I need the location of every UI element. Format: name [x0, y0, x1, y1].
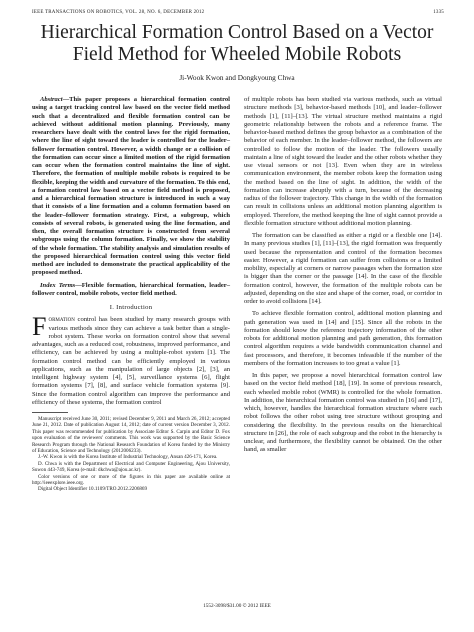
left-column	[32, 96, 230, 493]
footnote-manuscript: Manuscript received June 30, 2011; revised December 9, 2011 and March 26, 2012; accepted June 21, 2012. Date of publication August 14, 2012; date of current version December 3, 2012. This paper was recommended for publication by Associate Editor S. Carpin and Editor D. Fox upon evaluation of the reviewers' comments. This work was supported by the Basic Science Research Program through the National Research Foundation of Korea funded by the Ministry of Education, Science and Technology (2012006233).	[32, 416, 230, 455]
journal-name: IEEE TRANSACTIONS ON ROBOTICS, VOL. 28, NO. 6, DECEMBER 2012	[32, 10, 205, 15]
intro-paragraph	[32, 312, 230, 407]
section-heading-introduction: I. Introduction	[109, 304, 153, 311]
body-paragraph: To achieve flexible formation control, additional motion planning and path generation was used in [14] and [15]. Since all the robots in the formation should know the reference trajectory information of the other robots for additional motion planning and path generation, this formation control algorithm requires a wide bandwidth communication channel and fast processors, and therefore, it becomes infeasible if the number of the members of the formation increases to too great a value [1].	[244, 310, 442, 367]
footnote-author-1: J.-W. Kwon is with the Korea Institute of Industrial Technology, Ansan 426-171, Korea.	[38, 454, 218, 461]
page-number: 1335	[433, 10, 444, 15]
abstract	[32, 96, 230, 278]
body-paragraph: In this paper, we propose a novel hierarchical formation control law based on the vector field method [18], [19]. In some of previous research, each wheeled mobile robot (WMR) is controlled for the whole formation. In addition, the hierarchical formation control was studied in [16] and [17], which, however, handles the hierarchical formation structure where each robot follows the other robot using tree structure without grouping and considering the flexibility. In the previous results on the hierarchical structure in [26], the role of each subgroup and the robot in the hierarchy is unclear, and furthermore, the flexibility cannot be obtained. On the other hand, as smaller	[244, 372, 442, 454]
footnote-doi: Digital Object Identifier 10.1109/TRO.2012.2206869	[38, 486, 148, 493]
footnote-author-2: D. Chwa is with the Department of Electrical and Computer Engineering, Ajou University, Suwon 443-749, Korea (e-mail: dkchwa@ajou.ac.kr).	[32, 460, 230, 474]
intro-smallcaps: ormation	[48, 316, 75, 324]
abstract-lead: Abstract	[40, 96, 63, 103]
copyright-line: 1552-3098/$31.00 © 2012 IEEE	[203, 603, 271, 609]
paper-title: Hierarchical Formation Control Based on a Vector Field Method for Wheeled Mobile Robots	[40, 22, 434, 65]
body-paragraph: of multiple robots has been studied via various methods, such as virtual structure methods [3], behavior-based methods [10], and leader–follower methods [1], [11]–[13]. The virtual structure method maintains a rigid geometric relationship between the robots and a reference frame. The behavior-based method defines the group behavior as a combination of the behavior of each member. In the leader–follower method, the followers are controlled to follow the motion of the leader. The followers usually maintain a line of sight toward the leader and the other robots whether they use visual sensors or not [13]. Even when they are in wireless communication environment, the member robots keep the formation using the method based on the line of sight. In addition, the width of the formation can increase abruptly with a turn, because of the decreasing radius of the follower trajectory. This change in the width of the formation can result in collisions unless an additional motion planning algorithm is employed. Therefore, the method keeping the line of sight cannot provide a flexible formation structure without additional motion planning.	[244, 96, 442, 227]
body-paragraph: The formation can be classified as either a rigid or a flexible one [14]. In many previous studies [1], [11]–[13], the rigid formation was frequently used because the representation and control of the formation becomes easier. However, a rigid formation can suffer from collisions or a limited mobility, especially at corners or narrow passages when the formation size is bigger than the corner or the passage [14]. In the case of the flexible formation control, however, the formation of the multiple robots can be adjusted, depending on the size and shape of the corner, road, or corridor in order to avoid collisions [14].	[244, 232, 442, 305]
index-terms-lead: Index Terms	[40, 281, 76, 289]
drop-cap: F	[32, 312, 47, 342]
author-list: Ji-Wook Kwon and Dongkyoung Chwa	[179, 73, 295, 82]
index-terms	[32, 282, 230, 299]
footnote-color: Color versions of one or more of the figures in this paper are available online at http://ieeexplore.ieee.org.	[32, 473, 230, 487]
running-head	[32, 10, 444, 15]
index-terms-text: —Flexible formation, hierarchical formation, leader–follower control, mobile robots, vector field method.	[32, 281, 230, 297]
footnote-rule	[32, 412, 68, 413]
right-column	[244, 96, 442, 455]
intro-text: control has been studied by many research groups with various methods since they can achieve a task better than a single-robot system. These works on formation control show that several advantages, such as a reduced cost, robustness, improved performance, and efficiency, can be achieved by using a multiple-robot system [1]. The formation control method can be efficiently employed in various applications, such as the manipulation of large objects [2], [3], an intelligent highway system [4], [5], surveillance systems [6], flight formation systems [7], [8], and surface vehicle formation systems [9]. Since the formation control algorithm can improve the performance and efficiency of these systems, the formation control	[32, 316, 230, 406]
abstract-text: —This paper proposes a hierarchical formation control using a target tracking control law based on the vector field method such that a decentralized and flexible formation control can be achieved without additional motion planning. Previously, many researchers have dealt with the control laws for the rigid formation, where the line of sight toward the leader is controlled for the leader–follower formation control. However, a width change or a collision of the formation can occur since a limited motion of the rigid formation can occur when the formation control maintains the line of sight. Therefore, the formation of multiple mobile robots is required to be flexible, keeping the width and curvature of the formation. To this end, a formation control law based on a vector field method is proposed, and a hierarchical formation structure is introduced in such a way that it consists of a line formation and a column formation based on the leader–follower formation strategy. First, a subgroup, which consists of several robots, is generated using the line formation, and then, the overall formation structure is constructed from several subgroups using the column formation. Finally, we show the stability of the whole formation. The stability analysis and simulation results of the proposed hierarchical formation control using this vector field method are included to demonstrate the practical applicability of the proposed method.	[32, 96, 230, 277]
